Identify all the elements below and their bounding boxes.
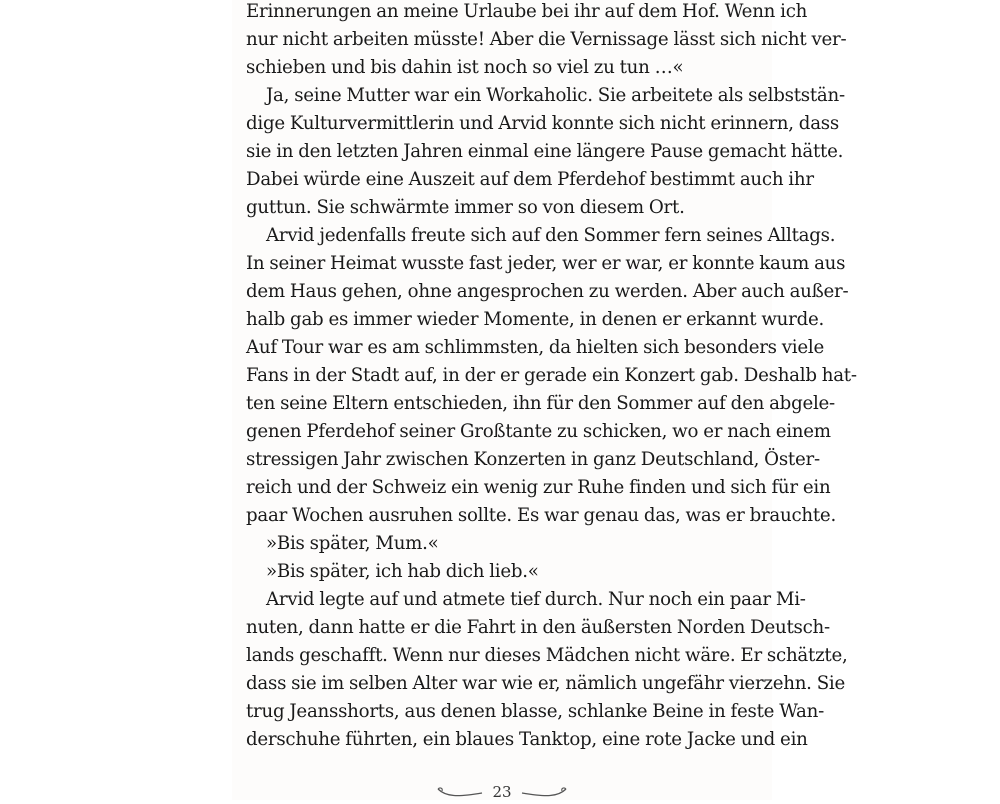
text-line: ten seine Eltern entschieden, ihn für den Sommer auf den abgele- <box>246 393 835 414</box>
text-line: halb gab es immer wieder Momente, in denen er erkannt wurde. <box>246 309 825 330</box>
text-line: reich und der Schweiz ein wenig zur Ruhe finden und sich für ein <box>246 477 831 498</box>
page-footer <box>232 780 772 804</box>
text-line: Auf Tour war es am schlimmsten, da hielten sich besonders viele <box>246 337 824 358</box>
text-line: Fans in der Stadt auf, in der er gerade ein Konzert gab. Deshalb hat- <box>246 365 857 386</box>
text-line: sie in den letzten Jahren einmal eine längere Pause gemacht hätte. <box>246 141 844 162</box>
text-line: Dabei würde eine Auszeit auf dem Pferdehof bestimmt auch ihr <box>246 169 814 190</box>
body-text <box>246 0 857 754</box>
text-line: lands geschafft. Wenn nur dieses Mädchen nicht wäre. Er schätzte, <box>246 645 848 666</box>
book-page <box>232 0 857 801</box>
page-number: 23 <box>492 783 512 801</box>
text-line: nur nicht arbeiten müsste! Aber die Vernissage lässt sich nicht ver- <box>246 29 847 50</box>
text-line: derschuhe führten, ein blaues Tanktop, eine rote Jacke und ein <box>246 729 808 750</box>
text-line: trug Jeansshorts, aus denen blasse, schlanke Beine in feste Wan- <box>246 701 825 722</box>
text-line: stressigen Jahr zwischen Konzerten in ganz Deutschland, Öster- <box>246 449 820 470</box>
text-line: dass sie im selben Alter war wie er, nämlich ungefähr vierzehn. Sie <box>246 673 846 694</box>
text-line: paar Wochen ausruhen sollte. Es war genau das, was er brauchte. <box>246 505 836 526</box>
text-line: dem Haus gehen, ohne angesprochen zu werden. Aber auch außer- <box>246 281 849 302</box>
right-ornament-icon <box>520 785 568 799</box>
text-line: Erinnerungen an meine Urlaube bei ihr auf dem Hof. Wenn ich <box>246 1 808 22</box>
text-line: guttun. Sie schwärmte immer so von diesem Ort. <box>246 197 685 218</box>
left-ornament-icon <box>436 785 484 799</box>
text-line: Ja, seine Mutter war ein Workaholic. Sie arbeitete als selbststän- <box>266 85 845 106</box>
text-line: dige Kulturvermittlerin und Arvid konnte sich nicht erinnern, dass <box>246 113 839 134</box>
text-line: schieben und bis dahin ist noch so viel zu tun …« <box>246 57 684 78</box>
text-line: nuten, dann hatte er die Fahrt in den äußersten Norden Deutsch- <box>246 617 830 638</box>
text-line: genen Pferdehof seiner Großtante zu schicken, wo er nach einem <box>246 421 831 442</box>
text-line: Arvid jedenfalls freute sich auf den Sommer fern seines Alltags. <box>266 225 836 246</box>
text-line: »Bis später, ich hab dich lieb.« <box>266 561 539 582</box>
text-line: »Bis später, Mum.« <box>266 533 439 554</box>
text-line: Arvid legte auf und atmete tief durch. Nur noch ein paar Mi- <box>266 589 806 610</box>
text-line: In seiner Heimat wusste fast jeder, wer er war, er konnte kaum aus <box>246 253 846 274</box>
